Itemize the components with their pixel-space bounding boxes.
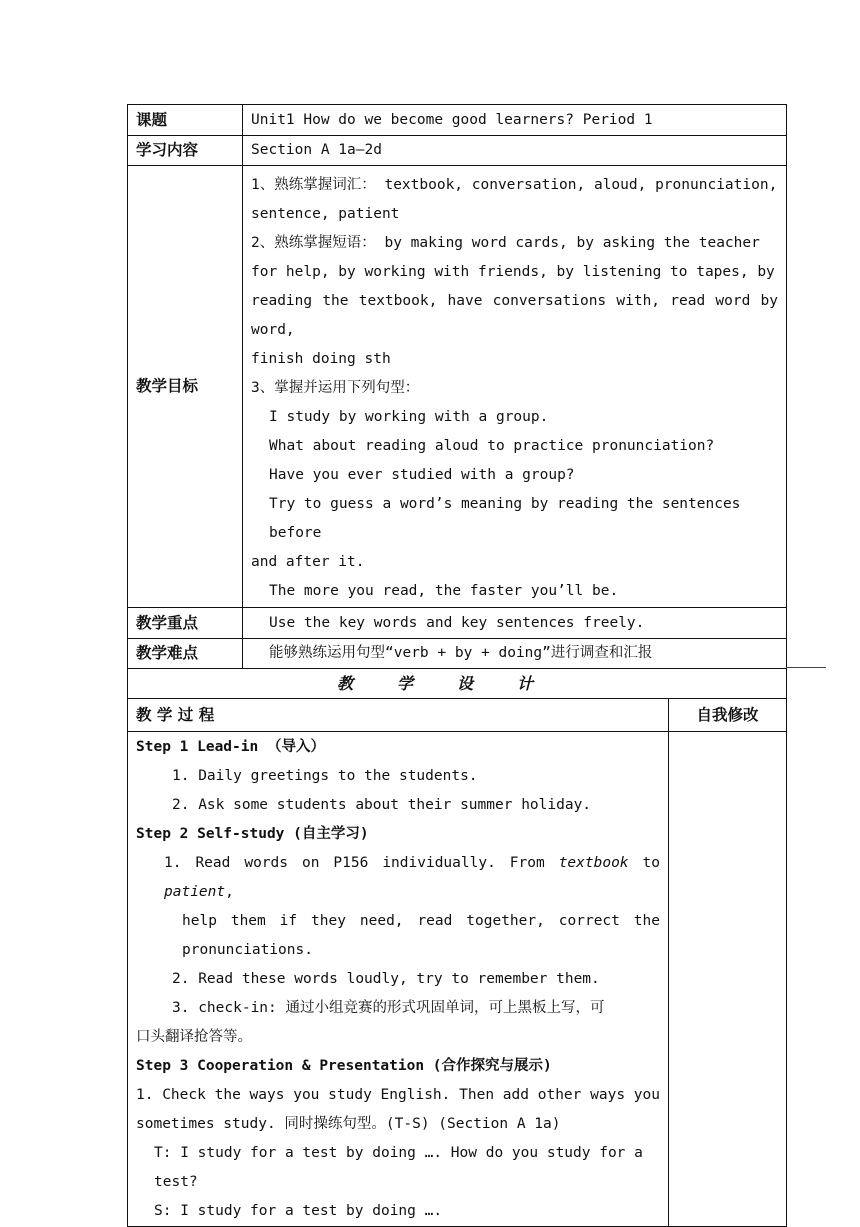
step2-item1-text: to (628, 855, 660, 871)
step3-line: 1. Check the ways you study English. Then add other ways you (136, 1087, 660, 1103)
lesson-plan-table (127, 104, 787, 1227)
goals-line: finish doing sth (251, 351, 391, 367)
step2-item1-line2: help them if they need, read together, correct the (182, 913, 660, 929)
design-header: 教学设计 (128, 669, 787, 699)
content-label: 学习内容 (128, 136, 243, 166)
step3-line: S: I study for a test by doing …. (154, 1203, 443, 1219)
step2-item1-line1 (136, 849, 660, 907)
goals-line: 3、掌握并运用下列句型： (251, 380, 420, 396)
goals-line: The more you read, the faster you’ll be. (269, 583, 619, 599)
step2-item1-text: 1. Read words on P156 individually. From (164, 855, 559, 871)
step2-item1-word1: textbook (558, 855, 629, 871)
process-header-row (128, 699, 787, 732)
key-points-label: 教学重点 (128, 608, 243, 639)
stray-border-line (786, 667, 826, 668)
content-value: Section A 1a—2d (243, 136, 787, 166)
goals-line: I study by working with a group. (269, 409, 549, 425)
goals-cell (243, 166, 787, 608)
goals-line: sentence, patient (251, 206, 400, 222)
process-header: 教 学 过 程 (128, 699, 669, 732)
goals-line: Have you ever studied with a group? (269, 467, 575, 483)
topic-label: 课题 (128, 105, 243, 136)
goals-line: and after it. (251, 554, 365, 570)
step1-title: Step 1 Lead-in （导入） (136, 739, 325, 755)
difficulties-value: 能够熟练运用句型“verb + by + doing”进行调查和汇报 (243, 639, 787, 669)
step2-item3-line2: 口头翻译抢答等。 (136, 1029, 252, 1045)
revision-header: 自我修改 (669, 699, 787, 732)
lesson-plan-document (127, 104, 786, 1227)
difficulties-label: 教学难点 (128, 639, 243, 669)
key-points-row (128, 608, 787, 639)
goals-line: for help, by working with friends, by listening to tapes, by (251, 264, 775, 280)
topic-row (128, 105, 787, 136)
goals-line: reading the textbook, have conversations with, read word by word, (251, 293, 779, 338)
step2-item1-text: , (225, 884, 234, 900)
step2-item2: 2. Read these words loudly, try to remember them. (172, 971, 600, 987)
process-cell (128, 732, 669, 1227)
step3-line: T: I study for a test by doing …. How do you study for a test? (154, 1145, 643, 1190)
goals-label: 教学目标 (128, 166, 243, 608)
step2-item3-line1: 3. check-in: 通过小组竞赛的形式巩固单词，可上黑板上写，可 (172, 1000, 605, 1016)
content-row (128, 136, 787, 166)
goals-row (128, 166, 787, 608)
topic-value: Unit1 How do we become good learners? Period 1 (243, 105, 787, 136)
key-points-value: Use the key words and key sentences freely. (243, 608, 787, 639)
step2-item1-line3: pronunciations. (182, 942, 313, 958)
process-row (128, 732, 787, 1227)
step1-item: 1. Daily greetings to the students. (172, 768, 478, 784)
revision-cell (669, 732, 787, 1227)
step3-title: Step 3 Cooperation & Presentation (合作探究与展示) (136, 1058, 552, 1074)
step2-item1-word2: patient (164, 884, 226, 900)
step2-title: Step 2 Self-study (自主学习) (136, 826, 369, 842)
goals-line: Try to guess a word’s meaning by reading the sentences before (269, 496, 741, 541)
step1-item: 2. Ask some students about their summer holiday. (172, 797, 592, 813)
difficulties-row (128, 639, 787, 669)
goals-line: What about reading aloud to practice pronunciation? (269, 438, 715, 454)
goals-line: 1、熟练掌握词汇： textbook, conversation, aloud, pronunciation, (251, 177, 778, 193)
goals-line: 2、熟练掌握短语： by making word cards, by asking the teacher (251, 235, 760, 251)
design-row (128, 669, 787, 699)
step3-line: sometimes study. 同时操练句型。(T-S) (Section A 1a) (136, 1116, 561, 1132)
